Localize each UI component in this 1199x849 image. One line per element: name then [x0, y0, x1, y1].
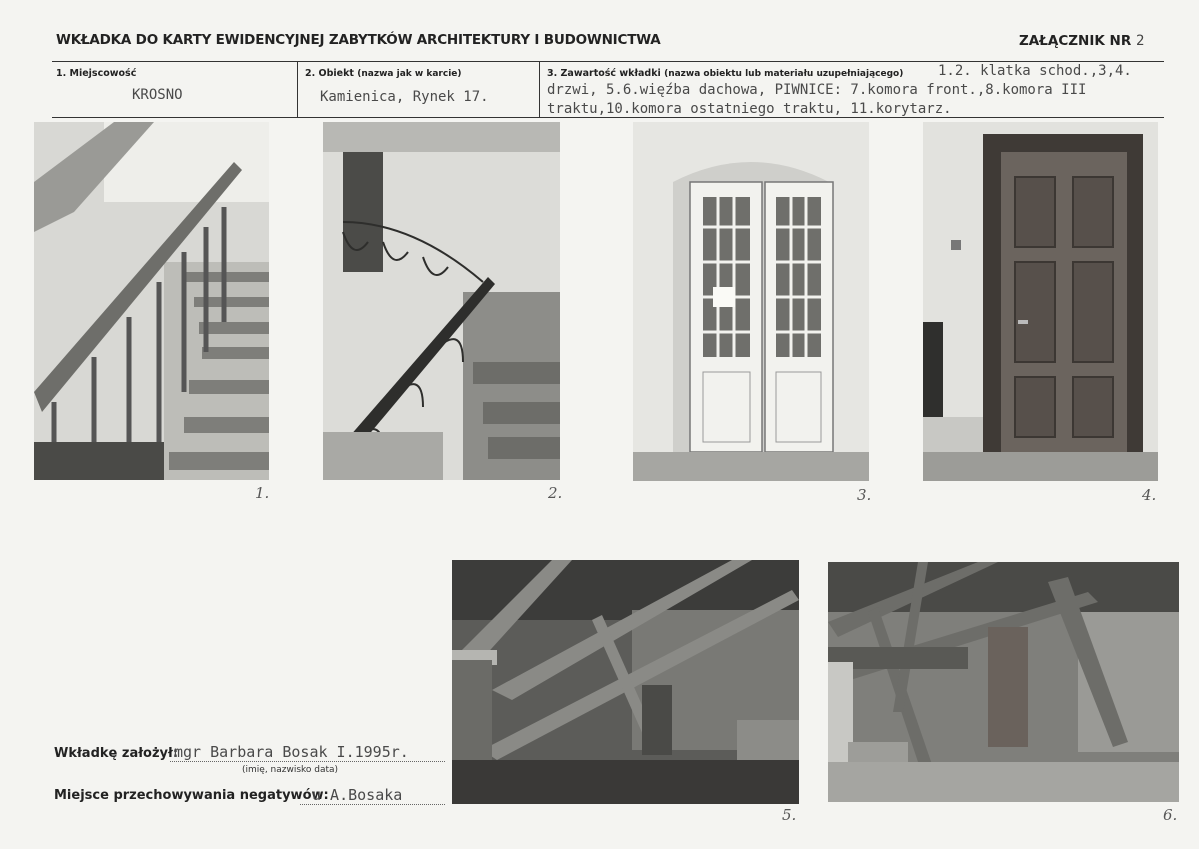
iron-balustrade-image	[323, 122, 560, 480]
annex-number: 2	[1135, 33, 1145, 49]
negatives-dotted-line	[300, 804, 445, 805]
photo-6-roof-truss	[828, 562, 1179, 802]
author-hint: (imię, nazwisko data)	[242, 765, 339, 775]
author-label: Wkładkę założył:	[54, 746, 179, 761]
object-label-text: 2. Obiekt	[305, 68, 354, 79]
header-rule-bottom	[52, 117, 1164, 118]
object-label	[305, 68, 462, 79]
negatives-label: Miejsce przechowywania negatywów:	[54, 788, 329, 803]
photo-5-roof-truss	[452, 560, 799, 804]
panelled-door-image	[923, 122, 1158, 481]
contents-label	[547, 68, 903, 79]
photo-1-number: 1.	[255, 484, 270, 502]
contents-line-3: traktu,10.komora ostatniego traktu, 11.korytarz.	[547, 101, 952, 117]
author-value: mgr Barbara Bosak I.1995r.	[174, 743, 409, 761]
annex-label-text: ZAŁĄCZNIK NR	[1019, 33, 1132, 49]
annex-label	[1019, 33, 1144, 49]
fields-divider-1	[297, 62, 298, 118]
negatives-value: u A.Bosaka	[312, 786, 403, 804]
locality-value: KROSNO	[132, 87, 183, 103]
contents-line-1: 1.2. klatka schod.,3,4.	[938, 63, 1132, 79]
sheet-title: WKŁADKA DO KARTY EWIDENCYJNEJ ZABYTKÓW ARCHITEKTURY I BUDOWNICTWA	[56, 32, 661, 48]
photo-4-door	[923, 122, 1158, 481]
photo-2-number: 2.	[548, 484, 563, 502]
roof-truss-chimney-image	[828, 562, 1179, 802]
contents-label-text: 3. Zawartość wkładki	[547, 68, 661, 79]
photo-2-staircase	[323, 122, 560, 480]
locality-label: 1. Miejscowość	[56, 68, 137, 79]
contents-hint: (nazwa obiektu lub materiału uzupełniającego)	[664, 69, 904, 79]
contents-line-2: drzwi, 5.6.więźba dachowa, PIWNICE: 7.komora front.,8.komora III	[547, 82, 1087, 98]
photo-3-number: 3.	[857, 486, 872, 504]
photo-3-doors	[633, 122, 869, 481]
glazed-doors-image	[633, 122, 869, 481]
fields-divider-2	[539, 62, 540, 118]
roof-truss-image	[452, 560, 799, 804]
photo-4-number: 4.	[1142, 486, 1157, 504]
header-rule-top	[52, 61, 1164, 62]
photo-1-staircase	[34, 122, 269, 480]
staircase-image	[34, 122, 269, 480]
object-hint: (nazwa jak w karcie)	[357, 69, 462, 79]
photo-6-number: 6.	[1163, 806, 1178, 824]
author-dotted-line	[170, 761, 445, 762]
object-value: Kamienica, Rynek 17.	[320, 89, 489, 105]
photo-5-number: 5.	[782, 806, 797, 824]
